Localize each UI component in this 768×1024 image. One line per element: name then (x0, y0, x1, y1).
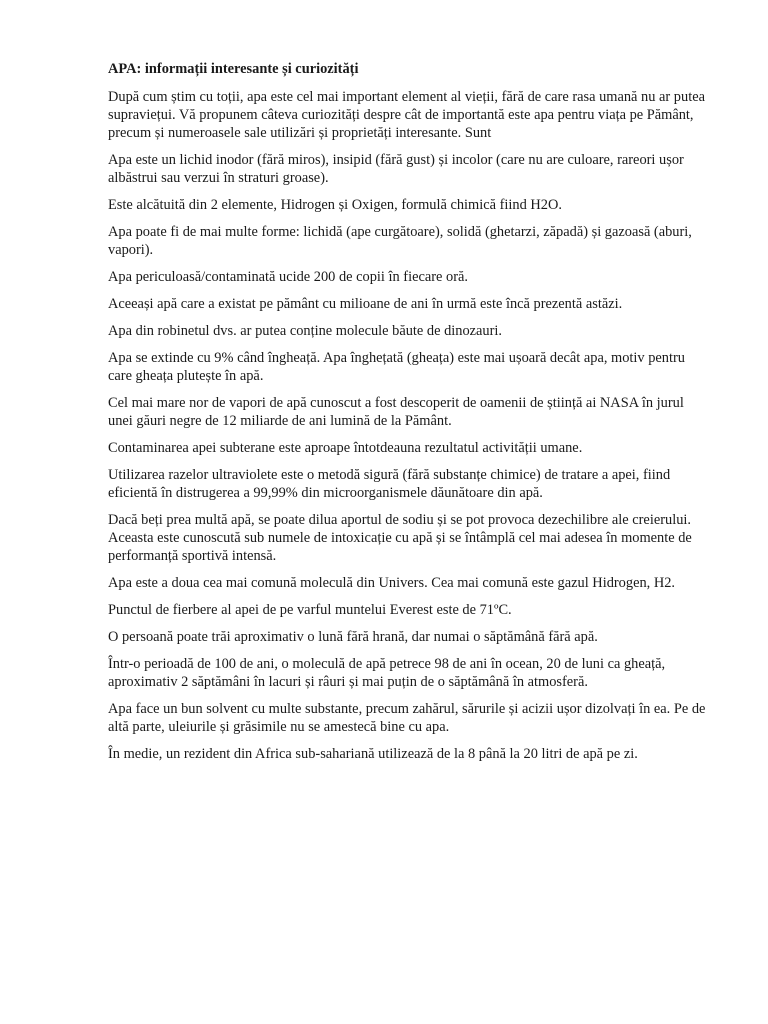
paragraph: Într-o perioadă de 100 de ani, o moleculă de apă petrece 98 de ani în ocean, 20 de luni ca gheață, aproximativ 2 săptămâni în lacuri și râuri și mai puțin de o săptămână în atmosferă. (108, 656, 666, 690)
document-title: APA: informații interesante și curiozități (108, 61, 359, 77)
paragraph: Utilizarea razelor ultraviolete este o metodă sigură (fără substanțe chimice) de tratare a apei, fiind eficientă în distrugerea a 99,99% din microorganismele dăunătoare din apă. (108, 467, 671, 501)
paragraph: Apa face un bun solvent cu multe substante, precum zahărul, sărurile și acizii ușor dizolvați în ea. Pe de altă parte, uleiurile și grăsimile nu se amestecă bine cu apa. (108, 701, 706, 735)
paragraph: În medie, un rezident din Africa sub-sahariană utilizează de la 8 până la 20 litri de apă pe zi. (108, 746, 638, 762)
paragraph: După cum știm cu toții, apa este cel mai important element al vieții, fără de care rasa umană nu ar putea supraviețui. Vă propunem câteva curiozități despre cât de importantă este apa pentru viața pe Pământ, precum și numeroasele sale utilizări și proprietăți interesante. Sunt (108, 89, 705, 141)
paragraph: Apa din robinetul dvs. ar putea conține molecule băute de dinozauri. (108, 323, 503, 339)
document-page (108, 60, 712, 772)
paragraph: Apa periculoasă/contaminată ucide 200 de copii în fiecare oră. (108, 269, 469, 285)
paragraph: Punctul de fierbere al apei de pe varful muntelui Everest este de 71ºC. (108, 602, 512, 618)
paragraph: Contaminarea apei subterane este aproape întotdeauna rezultatul activității umane. (108, 440, 583, 456)
paragraph: Cel mai mare nor de vapori de apă cunoscut a fost descoperit de oamenii de știință ai NASA în jurul unei găuri negre de 12 miliarde de ani lumină de la Pământ. (108, 395, 684, 429)
paragraph: Apa este un lichid inodor (fără miros), insipid (fără gust) și incolor (care nu are culoare, rareori ușor albăstrui sau verzui în straturi groase). (108, 152, 684, 186)
paragraph: O persoană poate trăi aproximativ o lună fără hrană, dar numai o săptămână fără apă. (108, 629, 598, 645)
paragraph: Dacă beți prea multă apă, se poate dilua aportul de sodiu și se pot provoca dezechilibre ale creierului. Aceasta este cunoscută sub numele de intoxicație cu apă și se întâmplă cel mai adesea în momente de performanță sportivă intensă. (108, 512, 692, 564)
paragraph: Apa se extinde cu 9% când îngheață. Apa înghețată (gheața) este mai ușoară decât apa, motiv pentru care gheața plutește în apă. (108, 350, 685, 384)
paragraph: Este alcătuită din 2 elemente, Hidrogen și Oxigen, formulă chimică fiind H2O. (108, 197, 562, 213)
paragraph: Apa poate fi de mai multe forme: lichidă (ape curgătoare), solidă (ghetarzi, zăpadă) și gazoasă (aburi, vapori). (108, 224, 692, 258)
paragraph: Aceeași apă care a existat pe pământ cu milioane de ani în urmă este încă prezentă astăzi. (108, 296, 623, 312)
paragraph: Apa este a doua cea mai comună moleculă din Univers. Cea mai comună este gazul Hidrogen, H2. (108, 575, 676, 591)
